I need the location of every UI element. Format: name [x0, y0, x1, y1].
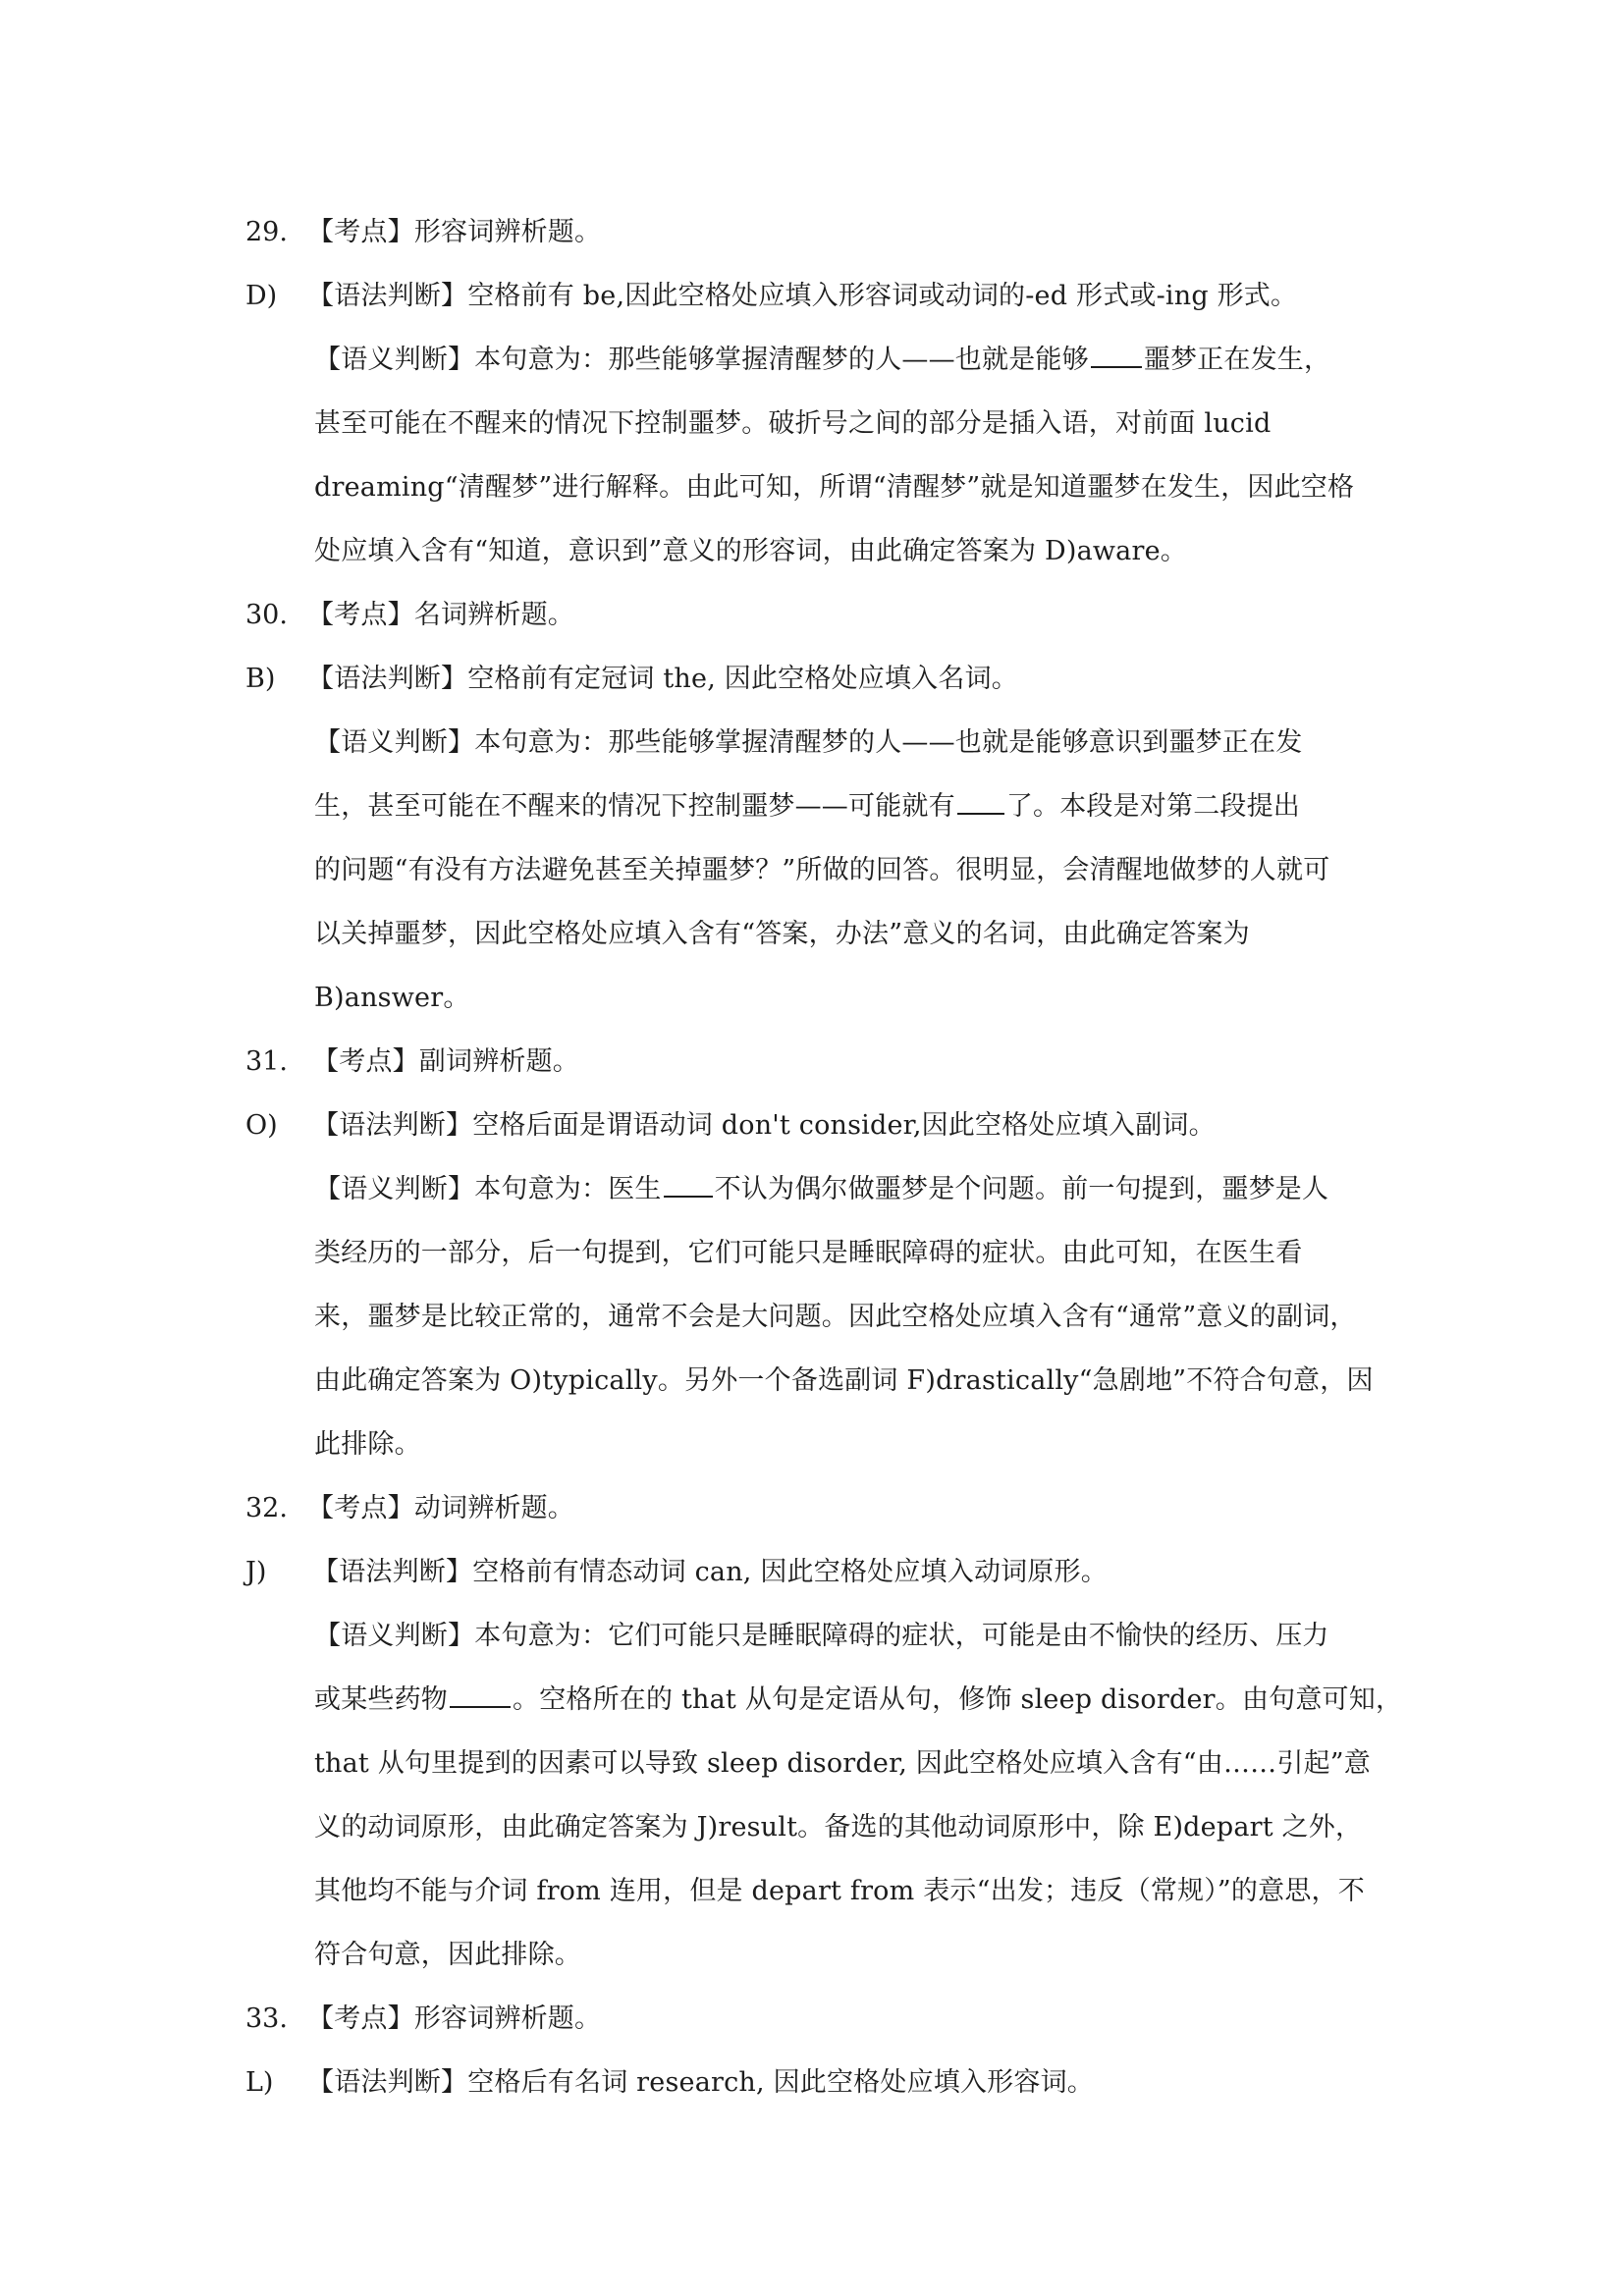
grammar-line: 【语法判断】空格后有名词 research, 因此空格处应填入形容词。: [307, 2067, 1094, 2098]
item-number: 31.: [245, 1046, 288, 1077]
answer-letter: J): [245, 1557, 267, 1587]
answer-letter: O): [245, 1110, 278, 1141]
answer-blank: [957, 787, 1004, 815]
semantic-line: 【语义判断】本句意为：它们可能只是睡眠障碍的症状，可能是由不愉快的经历、压力: [314, 1621, 1329, 1651]
semantic-line: [314, 787, 1300, 827]
grammar-line: 【语法判断】空格前有情态动词 can, 因此空格处应填入动词原形。: [312, 1557, 1108, 1587]
semantic-line: B)answer。: [314, 983, 470, 1013]
answer-blank: [1091, 341, 1142, 368]
topic-line: 【考点】副词辨析题。: [312, 1046, 579, 1077]
semantic-line: dreaming“清醒梦”进行解释。由此可知，所谓“清醒梦”就是知道噩梦在发生，因此空格: [314, 472, 1355, 503]
semantic-line: 甚至可能在不醒来的情况下控制噩梦。破折号之间的部分是插入语，对前面 lucid: [314, 408, 1272, 439]
semantic-line: 来，噩梦是比较正常的，通常不会是大问题。因此空格处应填入含有“通常”意义的副词，: [314, 1302, 1357, 1332]
semantic-text-before: 【语义判断】本句意为：医生: [314, 1174, 662, 1204]
answer-letter: L): [245, 2067, 274, 2098]
item-number: 33.: [245, 2003, 288, 2034]
semantic-text-before: 或某些药物: [314, 1684, 448, 1715]
topic-line: 【考点】形容词辨析题。: [307, 217, 602, 247]
semantic-line: [314, 341, 1330, 380]
answer-letter: D): [245, 281, 278, 311]
semantic-line: 符合句意，因此排除。: [314, 1940, 581, 1970]
semantic-text-after: 。空格所在的 that 从句是定语从句，修饰 sleep disorder。由句意可知，: [513, 1684, 1403, 1715]
semantic-line: 的问题“有没有方法避免甚至关掉噩梦？”所做的回答。很明显，会清醒地做梦的人就可: [314, 855, 1330, 885]
semantic-line: [314, 1681, 1402, 1720]
semantic-line: 类经历的一部分，后一句提到，它们可能只是睡眠障碍的症状。由此可知，在医生看: [314, 1238, 1303, 1268]
semantic-text-before: 【语义判断】本句意为：那些能够掌握清醒梦的人——也就是能够: [314, 345, 1089, 375]
item-number: 32.: [245, 1493, 288, 1523]
semantic-line: 此排除。: [314, 1429, 421, 1460]
semantic-line: 处应填入含有“知道，意识到”意义的形容词，由此确定答案为 D)aware。: [314, 536, 1187, 566]
grammar-line: 【语法判断】空格前有定冠词 the, 因此空格处应填入名词。: [307, 664, 1018, 694]
item-number: 30.: [245, 600, 288, 630]
semantic-line: 其他均不能与介词 from 连用，但是 depart from 表示“出发；违反（常规）”的意思，不: [314, 1876, 1365, 1906]
semantic-line: 义的动词原形，由此确定答案为 J)result。备选的其他动词原形中，除 E)depart 之外，: [314, 1812, 1363, 1842]
answer-blank: [664, 1170, 713, 1198]
semantic-text-before: 生，甚至可能在不醒来的情况下控制噩梦——可能就有: [314, 791, 955, 822]
answer-letter: B): [245, 664, 276, 694]
grammar-line: 【语法判断】空格前有 be,因此空格处应填入形容词或动词的-ed 形式或-ing 形式。: [307, 281, 1298, 311]
topic-line: 【考点】名词辨析题。: [307, 600, 574, 630]
semantic-text-after: 了。本段是对第二段提出: [1005, 791, 1301, 822]
topic-line: 【考点】形容词辨析题。: [307, 2003, 602, 2034]
grammar-line: 【语法判断】空格后面是谓语动词 don't consider,因此空格处应填入副词。: [312, 1110, 1216, 1141]
item-number: 29.: [245, 217, 288, 247]
semantic-line: 【语义判断】本句意为：那些能够掌握清醒梦的人——也就是能够意识到噩梦正在发: [314, 727, 1303, 758]
semantic-line: 以关掉噩梦，因此空格处应填入含有“答案，办法”意义的名词，由此确定答案为: [314, 919, 1250, 949]
answer-blank: [450, 1681, 511, 1708]
semantic-text-after: 噩梦正在发生，: [1143, 345, 1331, 375]
semantic-text-after: 不认为偶尔做噩梦是个问题。前一句提到，噩梦是人: [714, 1174, 1329, 1204]
semantic-line: 由此确定答案为 O)typically。另外一个备选副词 F)drastically“急剧地”不符合句意，因: [314, 1365, 1374, 1396]
semantic-line: that 从句里提到的因素可以导致 sleep disorder, 因此空格处应填入含有“由……引起”意: [314, 1748, 1371, 1779]
topic-line: 【考点】动词辨析题。: [307, 1493, 574, 1523]
semantic-line: [314, 1170, 1328, 1209]
